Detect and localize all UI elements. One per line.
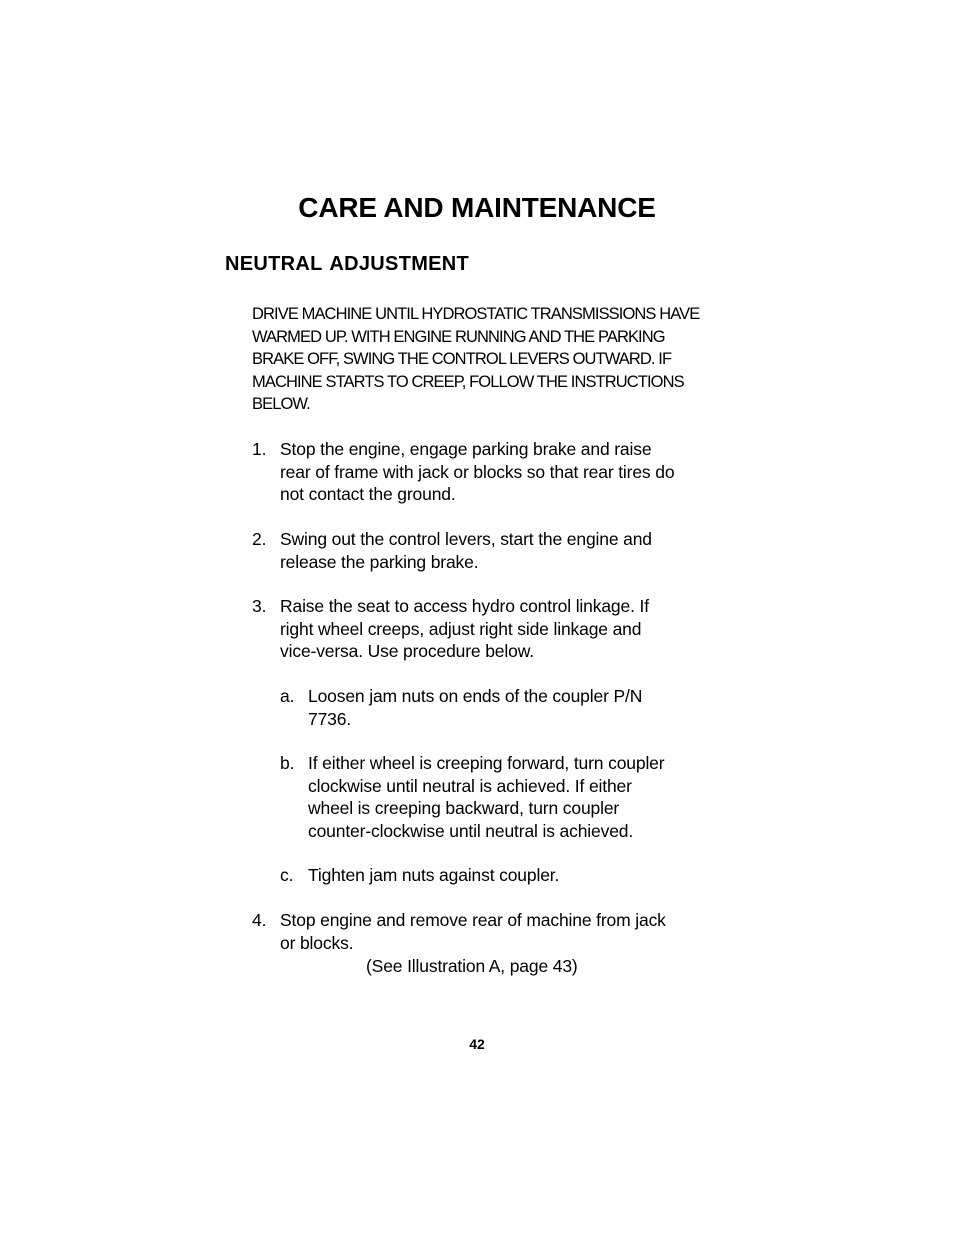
intro-line: BRAKE OFF, SWING THE CONTROL LEVERS OUTWARD. IF — [252, 350, 672, 369]
intro-line: BELOW. — [252, 395, 310, 414]
intro-line: MACHINE STARTS TO CREEP, FOLLOW THE INSTRUCTIONS — [252, 372, 684, 391]
step-3 — [252, 595, 712, 663]
step-line: not contact the ground. — [280, 484, 456, 505]
step-text — [280, 909, 712, 954]
substep-line: If either wheel is creeping forward, turn coupler — [308, 753, 665, 773]
substep-line: counter-clockwise until neutral is achieved. — [308, 820, 634, 841]
substep-line: 7736. — [308, 708, 352, 729]
page-number: 42 — [469, 1036, 485, 1052]
substep-text — [308, 752, 700, 842]
step-line: rear of frame with jack or blocks so that rear tires do — [280, 461, 675, 482]
step-text — [280, 528, 712, 573]
illustration-reference: (See Illustration A, page 43) — [366, 956, 578, 976]
step-line: right wheel creeps, adjust right side linkage and — [280, 618, 642, 639]
step-text — [280, 595, 712, 663]
substep-a — [280, 685, 700, 730]
substep-marker: b. — [280, 753, 295, 773]
step-marker: 1. — [252, 439, 267, 459]
section-heading: NEUTRAL ADJUSTMENT — [225, 253, 470, 275]
step-line: release the parking brake. — [280, 551, 479, 572]
step-line: Stop the engine, engage parking brake and raise — [280, 439, 652, 459]
step-2 — [252, 528, 712, 573]
substep-line: clockwise until neutral is achieved. If either — [308, 775, 632, 796]
substep-line: Tighten jam nuts against coupler. — [308, 865, 560, 885]
substep-line: Loosen jam nuts on ends of the coupler P/N — [308, 686, 643, 706]
step-line: Raise the seat to access hydro control linkage. If — [280, 596, 649, 616]
intro-line: DRIVE MACHINE UNTIL HYDROSTATIC TRANSMISSIONS HAVE — [252, 305, 700, 323]
step-line: or blocks. — [280, 932, 354, 953]
step-text — [280, 438, 712, 506]
intro-line: WARMED UP. WITH ENGINE RUNNING AND THE PARKING — [252, 327, 665, 346]
step-marker: 4. — [252, 910, 267, 930]
page-title: CARE AND MAINTENANCE — [298, 192, 656, 223]
substep-line: wheel is creeping backward, turn coupler — [308, 798, 620, 819]
substep-text — [308, 685, 700, 730]
substep-b — [280, 752, 700, 842]
step-4 — [252, 909, 712, 954]
substep-c — [280, 864, 700, 887]
step-1 — [252, 438, 712, 506]
substep-marker: a. — [280, 686, 295, 706]
step-line: vice-versa. Use procedure below. — [280, 641, 534, 662]
step-line: Swing out the control levers, start the engine and — [280, 529, 652, 549]
step-marker: 2. — [252, 529, 267, 549]
step-line: Stop engine and remove rear of machine from jack — [280, 910, 666, 930]
substep-text — [308, 864, 700, 887]
intro-paragraph — [252, 303, 722, 416]
step-marker: 3. — [252, 596, 267, 616]
substep-marker: c. — [280, 865, 294, 885]
